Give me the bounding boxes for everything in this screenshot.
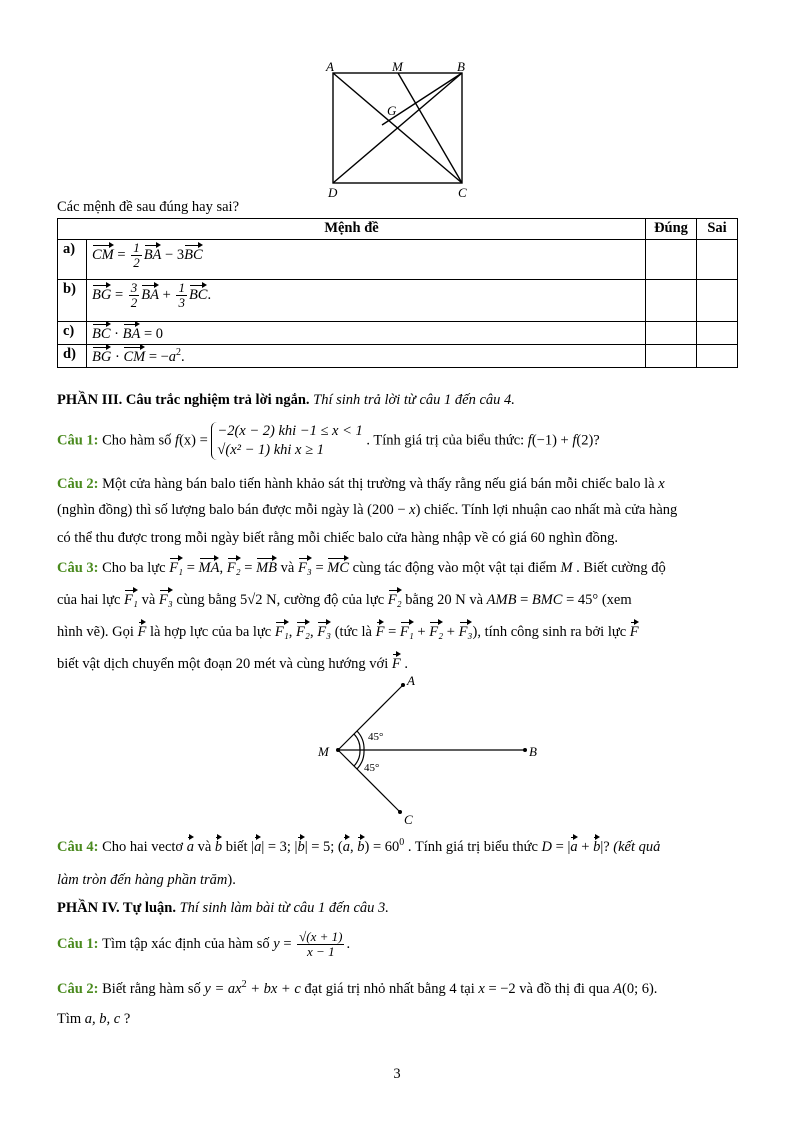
text-run: Tìm [57,1011,85,1027]
statement [87,322,646,345]
text-run: (nghìn đồng) thì số lượng balo bán được mỗi ngày là (200 − [57,502,410,518]
text-run: + [413,624,430,640]
text-run: M [560,560,573,576]
text-run: = 0 [140,326,164,342]
text-run: = [111,286,127,303]
text-run: ) chiếc. Tính lợi nhuận cao nhất mà cửa hàng [415,502,678,518]
text-run: Một cửa hàng bán balo tiến hành khảo sát thị trường và thấy rằng nếu giá bán mỗi chiếc balo là [102,476,659,492]
text-run: x [658,476,665,492]
text-run: |? [600,839,614,855]
text-run: (2)? [576,432,600,449]
text-run: , [288,624,297,640]
label-B: B [457,59,465,74]
vector: MB [256,557,277,577]
text-run: x [409,502,416,518]
text-run: 2 [176,347,182,359]
statement [87,280,646,322]
vector: F [138,621,147,641]
text-run: f [527,432,532,449]
text-run: = − [145,349,169,365]
row-label: b) [58,280,87,322]
table-row [58,280,738,322]
false-cell[interactable] [697,280,738,322]
table-row [58,240,738,280]
fraction [297,930,344,959]
part4-q2-line1 [57,979,657,998]
row-label: c) [58,322,87,345]
text-run: = [279,935,296,952]
label-A: A [326,59,334,74]
rectangle-figure [320,55,480,205]
text-run: PHẦN III. Câu trắc nghiệm trả lời ngắn. [57,392,314,408]
text-run: D [541,839,553,855]
vector: BG [92,284,111,304]
vector: F₁ [275,621,289,641]
text-run: cùng bằng 5√2 N, cường độ của lực [172,592,388,608]
part3-q2-line1 [57,476,665,493]
text-run: và [137,592,159,608]
table-header [58,219,738,240]
text-run: f [175,432,180,449]
true-cell[interactable] [646,240,697,280]
numerator: 1 [133,240,140,255]
intro-text [57,199,239,216]
label-A: A [407,673,415,688]
text-run: = 45° (xem [562,592,632,608]
label-C: C [404,812,413,827]
denominator: 2 [130,295,138,310]
text-run: Cho hàm số [102,432,176,449]
true-cell[interactable] [646,345,697,368]
text-run: ). [227,872,236,888]
text-run: biết | [222,839,255,855]
text-run: Thí sinh làm bài từ câu 1 đến câu 3. [179,900,389,916]
vector: F₃ [459,621,473,641]
question-label: Câu 1: [57,935,103,952]
text-run: 2 [241,979,247,990]
header-true: Đúng [646,219,697,240]
row-label: d) [58,345,87,368]
vector: F [392,653,401,673]
text-run: bằng 20 N và [401,592,487,608]
text-run: ), tính công sinh ra bởi lực [472,624,630,640]
text-run: . Tính giá trị của biểu thức: [362,432,528,449]
text-run: và [277,560,298,576]
statement [87,345,646,368]
force-diagram [310,672,550,832]
text-run: . [400,656,408,672]
part3-q2-line3 [57,530,618,547]
text-run: đạt giá trị nhỏ nhất bằng 4 tại [300,980,479,997]
text-run: . [181,349,185,365]
question-label: Câu 3: [57,560,103,576]
part3-heading [57,392,515,409]
text-run: của hai lực [57,592,125,608]
vector: F₂ [429,621,443,641]
denominator: 3 [178,295,185,310]
text-run: + [159,286,175,303]
text-run: PHẦN IV. Tự luận. [57,900,180,916]
angle-label-AMB: 45° [368,731,384,743]
vector: a [187,836,194,856]
fraction [176,281,187,310]
vector: a [570,836,577,856]
header-false: Sai [697,219,738,240]
part4-q1 [57,930,350,959]
text-run: x [478,980,485,997]
part4-heading [57,900,389,917]
page-number: 3 [393,1066,401,1082]
vector: F₁ [169,557,183,577]
text-run: Cho hai vectơ [102,839,187,855]
vector: BA [144,244,162,264]
text-run: biết vật dịch chuyển một đoạn 20 mét và cùng hướng với [57,656,392,672]
vector: F₂ [296,621,310,641]
question-label: Câu 2: [57,980,103,997]
label-G: G [387,103,397,118]
text-run: = [311,560,328,576]
text-run: Các mệnh đề sau đúng hay sai? [57,199,240,215]
vector: CM [92,244,114,264]
text-run: AMB [486,592,517,608]
fraction [131,241,142,270]
text-run: cùng tác động vào một vật tại điểm [349,560,561,576]
vector: F₃ [317,621,331,641]
part3-q3-line2 [57,589,632,609]
case-1: −2(x − 2) khi −1 ≤ x < 1 [217,423,363,439]
label-M: M [392,59,403,74]
question-label: Câu 1: [57,432,103,449]
text-run: a [168,349,177,365]
label-D: D [328,185,338,200]
part3-q1 [57,422,600,460]
numerator: 3 [130,280,138,295]
vector: BA [123,323,141,343]
text-run: là hợp lực của ba lực [146,624,275,640]
question-label: Câu 4: [57,839,103,855]
denominator: 2 [133,255,140,270]
text-run: BMC [531,592,563,608]
text-run: = | [552,839,571,855]
vector: F₃ [159,589,173,609]
vector: F [376,621,385,641]
text-run: , [309,624,318,640]
label-M: M [318,744,329,759]
text-run: Tìm tập xác định của hàm số [102,935,274,952]
text-run: có thể thu được trong mỗi ngày biết rằng mỗi chiếc balo cửa hàng nhập về có giá 60 nghìn đồng. [57,530,618,546]
table-row [58,345,738,368]
part3-q2-line2 [57,502,677,519]
text-run: (kết quả [613,839,661,855]
part3-q4-line1 [57,836,660,856]
vector: a [254,836,261,856]
header-statement: Mệnh đề [58,219,646,240]
numerator: √(x + 1) [299,929,343,944]
text-run: , [350,839,358,855]
false-cell[interactable] [697,240,738,280]
true-cell[interactable] [646,322,697,345]
numerator: 1 [178,280,185,295]
vector: BC [92,323,111,343]
text-run: + [577,839,594,855]
vector: b [593,836,600,856]
text-run: ) = 60 [364,839,400,855]
text-run: | = 3; | [261,839,298,855]
text-run: · [111,349,124,365]
vector: F₂ [388,589,402,609]
vector: F₁ [124,589,138,609]
table-row [58,322,738,345]
part3-q3-line1 [57,557,666,577]
question-label: Câu 2: [57,476,103,492]
part4-q2-line2 [57,1011,130,1028]
text-run: | = 5; ( [304,839,343,855]
vector: F₃ [298,557,312,577]
statement-table [57,218,738,368]
true-cell[interactable] [646,280,697,322]
denominator: x − 1 [307,944,335,959]
vector: F₁ [400,621,414,641]
text-run: (0; 6). [621,980,658,997]
text-run: Thí sinh trả lời từ câu 1 đến câu 4. [313,392,515,408]
text-run: làm tròn đến hàng phần trăm [57,872,228,888]
text-run: = [113,246,130,263]
vector: a [343,836,350,856]
text-run: Cho ba lực [102,560,170,576]
case-2: √(x² − 1) khi x ≥ 1 [217,442,324,458]
vector: F [630,621,639,641]
vector: MA [199,557,220,577]
statement [87,240,646,280]
text-run: a, b, c [84,1011,121,1027]
part3-q4-line2 [57,872,236,889]
part3-q3-line3 [57,621,639,641]
text-run: . [346,935,351,952]
vector: MC [327,557,349,577]
text-run: = [384,624,400,640]
text-run: ? [120,1011,131,1027]
text-run: (−1) + [531,432,573,449]
q1-prefix [57,432,211,448]
vector: F₂ [227,557,241,577]
part3-q3-line4 [57,653,408,673]
row-label: a) [58,240,87,280]
text-run: = [240,560,257,576]
angle-label-BMC: 45° [364,762,380,774]
text-run: , [219,560,227,576]
text-run: · [110,326,123,342]
text-run: A [613,980,622,997]
false-cell[interactable] [697,345,738,368]
label-C: C [458,185,467,200]
vector: b [297,836,304,856]
text-run: (tức là [331,624,376,640]
text-run: . Tính giá trị biểu thức [404,839,542,855]
vector: b [215,836,222,856]
text-run: hình vẽ). Gọi [57,624,138,640]
fraction [129,281,140,310]
text-run: y [273,935,280,952]
vector: BC [184,244,203,264]
text-run: 0 [399,837,405,849]
text-run: . [207,286,212,303]
text-run: − 3 [161,246,185,263]
piecewise-function [211,422,362,460]
vector: BC [189,284,208,304]
vector: BG [92,346,111,366]
q1-suffix [363,432,600,448]
false-cell[interactable] [697,322,738,345]
text-run: và [193,839,215,855]
text-run: (x) = [179,432,212,449]
text-run: + [443,624,459,640]
vector: CM [123,346,145,366]
text-run: y = ax [204,980,242,997]
label-B: B [529,744,537,759]
vector: b [357,836,364,856]
text-run: + bx + c [246,980,301,997]
text-run: = [183,560,199,576]
text-run: = −2 và đồ thị đi qua [484,980,614,997]
vector: BA [141,284,159,304]
text-run: Biết rằng hàm số [102,980,205,997]
text-run: = [516,592,532,608]
text-run: f [572,432,577,449]
text-run: . Biết cường độ [572,560,666,576]
